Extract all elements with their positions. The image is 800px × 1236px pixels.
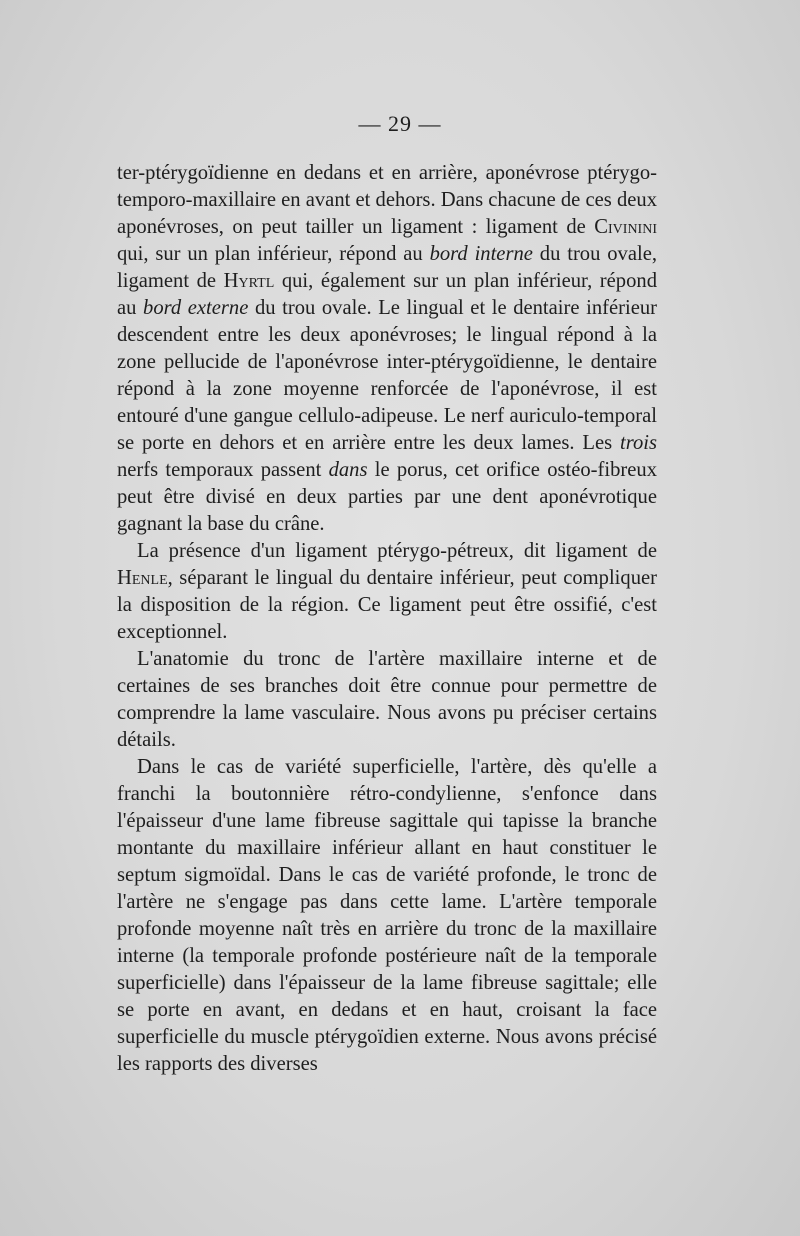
text-run: le porus, cet orifice ostéo-fibreux peut être divisé en deux parties par une dent aponévrotique gagnant la base du crâne. [117, 459, 657, 535]
text-run: Dans le cas de variété superficielle, l'artère, dès qu'elle a franchi la boutonnière rétro-condylienne, s'enfonce dans l'épaisseur d'une lame fibreuse sagittale qui tapisse la branche montante du maxillaire inférieur allant en haut constituer le septum sigmoïdal. Dans le cas de variété profonde, le tronc de l'artère ne s'engage pas dans cette lame. L'artère temporale profonde moyenne naît très en arrière du tronc de la maxillaire interne (la temporale profonde postérieure naît de la temporale superficielle) dans l'épaisseur de la lame fibreuse sagittale; elle se porte en avant, en dedans et en haut, croisant la face superficielle du muscle ptérygoïdien externe. Nous avons précisé les rapports des diverses [117, 756, 657, 1075]
italic-term: bord interne [429, 243, 533, 265]
text-run: qui, également sur un plan inférieur, répond au [117, 270, 657, 319]
italic-term: bord externe [143, 297, 249, 319]
author-name: Civinini [594, 216, 657, 238]
text-run: La présence d'un ligament ptérygo-pétreux, dit ligament de [137, 540, 657, 562]
body-text [117, 160, 657, 1078]
paragraph [117, 646, 657, 754]
text-run: du trou ovale. Le lingual et le dentaire inférieur descendent entre les deux aponévroses; le lingual répond à la zone pellucide de l'aponévrose inter-ptérygoïdienne, le dentaire répond à la zone moyenne renforcée de l'aponévrose, il est entouré d'une gangue cellulo-adipeuse. Le nerf auriculo-temporal se porte en dehors et en arrière entre les deux lames. Les [117, 297, 657, 454]
text-run: ter-ptérygoïdienne en dedans et en arrière, aponévrose ptérygo-temporo-maxillaire en avant et dehors. Dans chacune de ces deux aponévroses, on peut tailler un ligament : ligament de [117, 162, 657, 238]
text-run: L'anatomie du tronc de l'artère maxillaire interne et de certaines de ses branches doit être connue pour permettre de comprendre la lame vasculaire. Nous avons pu préciser certains détails. [117, 648, 657, 751]
author-name: Hyrtl [223, 270, 275, 292]
page-number: — 29 — [358, 111, 442, 136]
paragraph [117, 538, 657, 646]
text-run: , séparant le lingual du dentaire inférieur, peut compliquer la disposition de la région. Ce ligament peut être ossifié, c'est exceptionnel. [117, 567, 657, 643]
italic-term: trois [619, 432, 657, 454]
author-name: Henle [117, 567, 168, 589]
paragraph [117, 754, 657, 1078]
text-run: nerfs temporaux passent [117, 459, 329, 481]
paragraph [117, 160, 657, 538]
italic-term: dans [328, 459, 368, 481]
text-run: qui, sur un plan inférieur, répond au [117, 243, 430, 265]
text-run: du trou ovale, ligament de [117, 243, 658, 292]
